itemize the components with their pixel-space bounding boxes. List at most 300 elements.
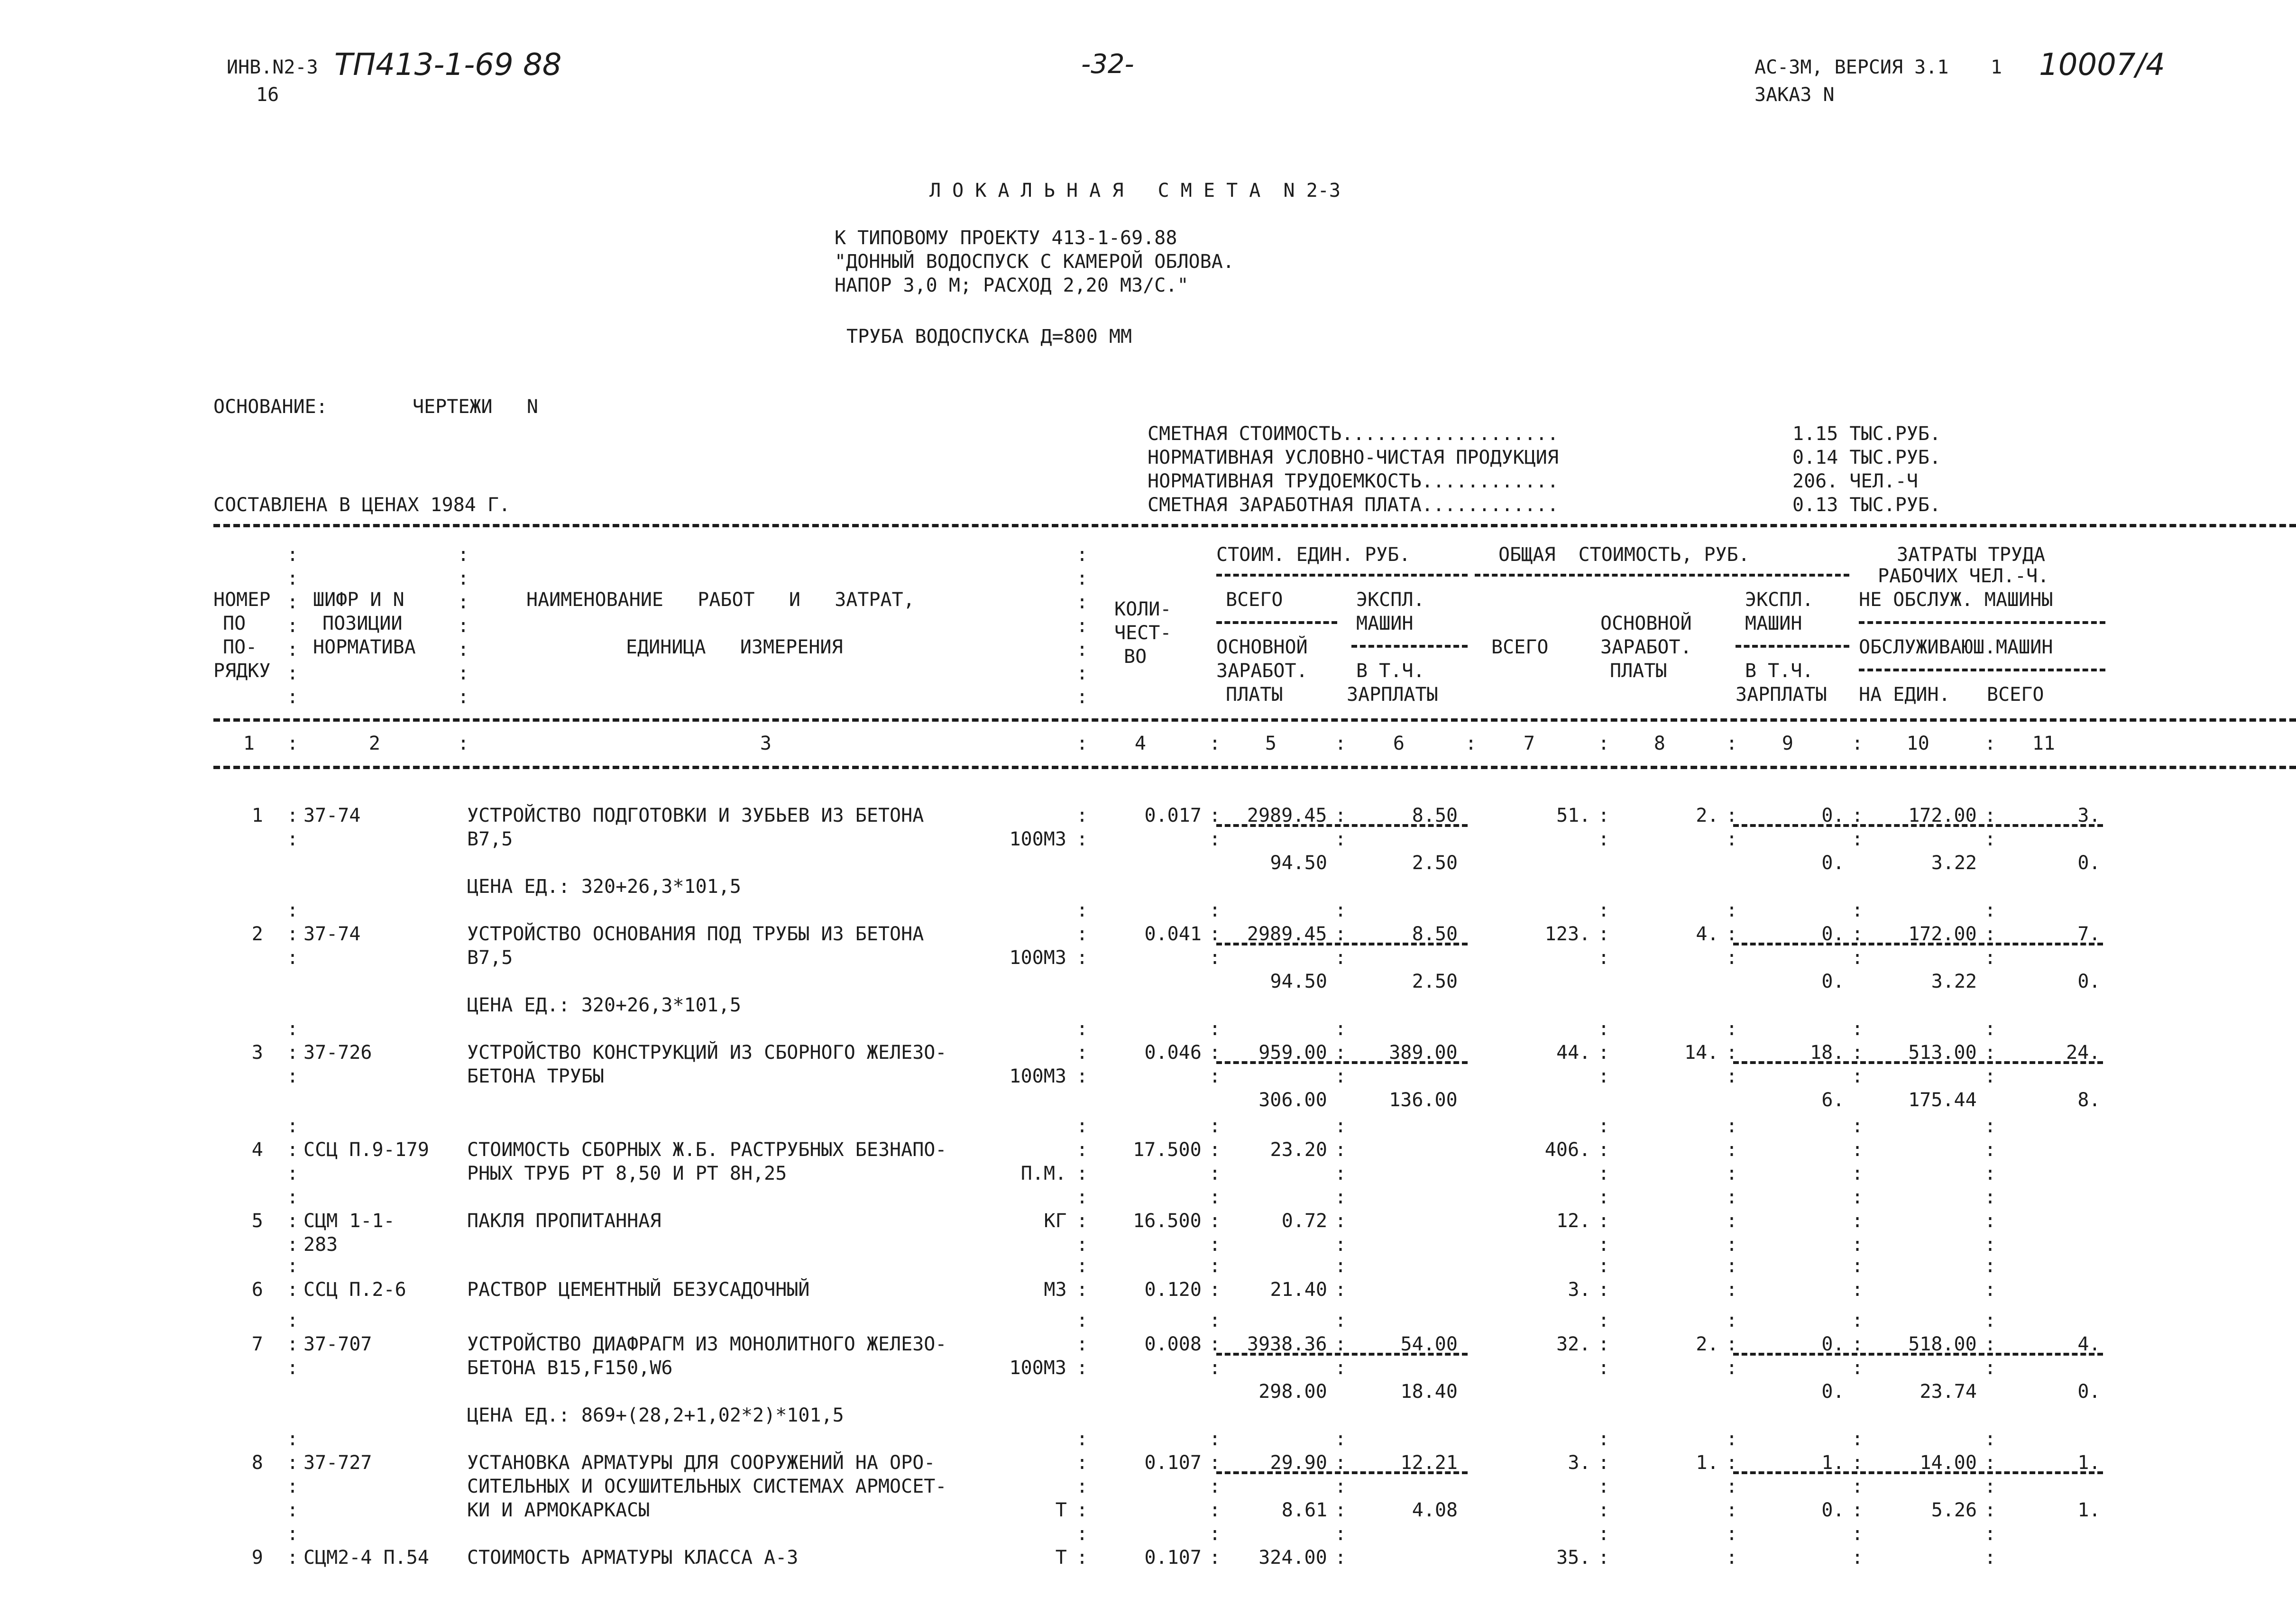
row-separator: :	[1335, 1115, 1347, 1137]
row-value-total: 3.	[1568, 1452, 1591, 1474]
row-separator: :	[1209, 1499, 1221, 1521]
row-separator: :	[1335, 1310, 1347, 1331]
row-separator: :	[1209, 1452, 1221, 1474]
row-value-u-total: 21.40	[1270, 1279, 1327, 1301]
row-separator: :	[1209, 1018, 1221, 1040]
row-separator: :	[1984, 1018, 1996, 1040]
header-total-all: ВСЕГО	[1491, 636, 1549, 658]
row-separator: :	[1726, 1163, 1738, 1184]
row-separator: :	[1598, 1115, 1610, 1137]
row-value-mach: 1.	[1821, 1452, 1845, 1474]
header-separator: :	[287, 568, 299, 589]
header-separator: :	[287, 686, 299, 708]
header-separator: :	[1076, 686, 1088, 708]
row-separator: :	[1598, 1234, 1610, 1256]
row-value-lab-all-2: 0.	[2077, 852, 2101, 874]
row-unit: Т	[1055, 1547, 1067, 1569]
column-separator: :	[1984, 733, 1996, 754]
row-quantity: 0.008	[1144, 1333, 1202, 1355]
row-separator: :	[1598, 1333, 1610, 1355]
row-separator: :	[1335, 1523, 1347, 1545]
row-separator: :	[1852, 1065, 1864, 1087]
table-top-rule	[213, 524, 2296, 527]
row-sub-rule	[1733, 1471, 2103, 1474]
header-total-mach-4: ЗАРПЛАТЫ	[1736, 684, 1827, 706]
row-name: ПАКЛЯ ПРОПИТАННАЯ	[467, 1210, 661, 1232]
row-separator: :	[1726, 1018, 1738, 1040]
column-number: 10	[1906, 733, 1929, 754]
column-number: 6	[1393, 733, 1405, 754]
row-separator: :	[1335, 947, 1347, 969]
row-separator: :	[1335, 805, 1347, 826]
row-separator: :	[287, 1139, 299, 1161]
row-separator: :	[1726, 1186, 1738, 1208]
row-separator: :	[1852, 1499, 1864, 1521]
row-separator: :	[1984, 828, 1996, 850]
summary-value: 206. ЧЕЛ.-Ч	[1792, 470, 1918, 492]
row-separator: :	[1209, 1163, 1221, 1184]
row-separator: :	[1598, 1547, 1610, 1569]
row-value-u-mach: 12.21	[1400, 1452, 1458, 1474]
row-separator: :	[1076, 1186, 1088, 1208]
row-separator: :	[1598, 1428, 1610, 1450]
summary-value: 0.14 ТЫС.РУБ.	[1792, 447, 1941, 468]
row-separator: :	[1209, 1310, 1221, 1331]
row-value-total: 32.	[1556, 1333, 1591, 1355]
summary-label: НОРМАТИВНАЯ ТРУДОЕМКОСТЬ............	[1148, 470, 1559, 492]
row-separator: :	[287, 828, 299, 850]
row-separator: :	[1984, 1547, 1996, 1569]
row-separator: :	[1209, 1523, 1221, 1545]
row-separator: :	[1076, 1333, 1088, 1355]
header-code-1: ШИФР И N	[313, 589, 404, 611]
column-separator: :	[1598, 733, 1610, 754]
row-value-lab-all-2: 1.	[2077, 1499, 2101, 1521]
summary-label: СМЕТНАЯ ЗАРАБОТНАЯ ПЛАТА............	[1148, 494, 1559, 516]
row-value-mach: 0.	[1821, 805, 1845, 826]
row-value-total: 51.	[1556, 805, 1591, 826]
row-unit: Т	[1055, 1499, 1067, 1521]
column-number: 7	[1523, 733, 1535, 754]
row-separator: :	[287, 1163, 299, 1184]
row-separator: :	[1726, 1210, 1738, 1232]
row-value-mach-wage: 0.	[1821, 1381, 1845, 1403]
row-value-mach-wage: 0.	[1821, 852, 1845, 874]
row-name: В7,5	[467, 947, 513, 969]
row-separator: :	[1209, 1279, 1221, 1301]
header-total-mach-3: В Т.Ч.	[1745, 660, 1814, 682]
row-quantity: 0.107	[1144, 1547, 1202, 1569]
row-value-lab-unit: 513.00	[1908, 1042, 1977, 1064]
row-quantity: 0.120	[1144, 1279, 1202, 1301]
row-separator: :	[1984, 1452, 1996, 1474]
column-separator: :	[1209, 733, 1221, 754]
row-value-lab-all: 3.	[2077, 805, 2101, 826]
row-sub-rule	[1733, 824, 2103, 827]
row-separator: :	[1726, 1452, 1738, 1474]
row-value-lab-unit: 518.00	[1908, 1333, 1977, 1355]
row-value-mach: 18.	[1810, 1042, 1845, 1064]
row-separator: :	[1335, 1139, 1347, 1161]
row-value-u-mach: 54.00	[1400, 1333, 1458, 1355]
row-value-mach: 0.	[1821, 923, 1845, 945]
row-value-u-total: 23.20	[1270, 1139, 1327, 1161]
column-separator: :	[458, 733, 469, 754]
row-separator: :	[1598, 1357, 1610, 1379]
row-separator: :	[1984, 923, 1996, 945]
header-separator: :	[458, 544, 469, 566]
row-quantity: 16.500	[1133, 1210, 1202, 1232]
inventory-handwritten-number: ТП413-1-69 88	[334, 47, 562, 83]
order-label: ЗАКАЗ N	[1754, 84, 1835, 106]
row-separator: :	[1076, 1018, 1088, 1040]
row-separator: :	[1984, 947, 1996, 969]
row-separator: :	[1852, 899, 1864, 921]
row-separator: :	[287, 1210, 299, 1232]
row-separator: :	[287, 1357, 299, 1379]
header-total-mach-rule	[1736, 645, 1849, 648]
row-separator: :	[1984, 1186, 1996, 1208]
row-separator: :	[1726, 1547, 1738, 1569]
row-separator: :	[1209, 1186, 1221, 1208]
row-value-u-wage: 8.61	[1281, 1499, 1328, 1521]
row-separator: :	[1984, 1428, 1996, 1450]
row-value-u-mach-wage: 2.50	[1412, 971, 1458, 992]
row-code: ССЦ П.9-179	[303, 1139, 429, 1161]
header-labor-group-1: ЗАТРАТЫ ТРУДА	[1897, 544, 2046, 566]
column-number: 2	[368, 733, 380, 754]
header-total-rule	[1475, 574, 1849, 577]
header-unit-cost-rule	[1216, 574, 1468, 577]
row-value-u-wage: 306.00	[1258, 1089, 1327, 1111]
row-separator: :	[287, 1186, 299, 1208]
row-separator: :	[1984, 1163, 1996, 1184]
row-separator: :	[287, 1255, 299, 1277]
row-separator: :	[1076, 1279, 1088, 1301]
header-unit-wage-3: ПЛАТЫ	[1226, 684, 1283, 706]
row-separator: :	[1726, 1255, 1738, 1277]
row-name: СИТЕЛЬНЫХ И ОСУШИТЕЛЬНЫХ СИСТЕМАХ АРМОСЕТ-	[467, 1476, 947, 1497]
row-name: КИ И АРМОКАРКАСЫ	[467, 1499, 650, 1521]
row-separator: :	[1852, 1018, 1864, 1040]
row-separator: :	[1726, 1139, 1738, 1161]
row-value-lab-unit: 172.00	[1908, 923, 1977, 945]
row-separator: :	[1076, 1163, 1088, 1184]
row-value-mach: 0.	[1821, 1333, 1845, 1355]
row-separator: :	[1335, 1163, 1347, 1184]
row-separator: :	[1335, 1018, 1347, 1040]
row-separator: :	[1335, 1210, 1347, 1232]
row-separator: :	[1209, 1357, 1221, 1379]
column-number: 1	[243, 733, 255, 754]
row-number: 1	[251, 805, 263, 826]
title-line-1: К ТИПОВОМУ ПРОЕКТУ 413-1-69.88	[835, 227, 1177, 249]
row-value-total: 12.	[1556, 1210, 1591, 1232]
row-separator: :	[1598, 1065, 1610, 1087]
row-separator: :	[1852, 1139, 1864, 1161]
row-name: УСТРОЙСТВО КОНСТРУКЦИЙ ИЗ СБОРНОГО ЖЕЛЕЗО-	[467, 1042, 947, 1064]
row-separator: :	[1726, 1065, 1738, 1087]
row-separator: :	[1984, 1357, 1996, 1379]
row-separator: :	[1335, 1234, 1347, 1256]
row-separator: :	[1852, 828, 1864, 850]
row-separator: :	[1335, 1186, 1347, 1208]
row-separator: :	[1598, 1499, 1610, 1521]
row-number: 4	[251, 1139, 263, 1161]
header-separator: :	[287, 662, 299, 684]
row-separator: :	[1984, 1279, 1996, 1301]
row-value-u-total: 3938.36	[1247, 1333, 1327, 1355]
header-unit-wage-2: ЗАРАБОТ.	[1216, 660, 1308, 682]
header-separator: :	[1076, 662, 1088, 684]
header-total-wage-2: ЗАРАБОТ.	[1600, 636, 1692, 658]
column-separator: :	[1852, 733, 1864, 754]
basis-value: ЧЕРТЕЖИ N	[413, 396, 538, 418]
row-code: СЦМ 1-1-	[303, 1210, 395, 1232]
header-separator: :	[287, 544, 299, 566]
row-number: 8	[251, 1452, 263, 1474]
header-separator: :	[1076, 639, 1088, 661]
header-total-mach-2: МАШИН	[1745, 613, 1802, 634]
row-separator: :	[1984, 1065, 1996, 1087]
row-separator: :	[1852, 1476, 1864, 1497]
row-separator: :	[1209, 1065, 1221, 1087]
row-value-total: 123.	[1544, 923, 1591, 945]
header-separator: :	[287, 615, 299, 637]
row-separator: :	[1335, 1357, 1347, 1379]
header-separator: :	[458, 686, 469, 708]
row-separator: :	[1076, 1115, 1088, 1137]
row-value-lab-unit-2: 175.44	[1908, 1089, 1977, 1111]
row-separator: :	[1852, 1279, 1864, 1301]
row-separator: :	[1335, 1428, 1347, 1450]
row-separator: :	[1335, 1042, 1347, 1064]
row-price-note: ЦЕНА ЕД.: 869+(28,2+1,02*2)*101,5	[467, 1404, 844, 1426]
row-separator: :	[1209, 805, 1221, 826]
header-separator: :	[458, 639, 469, 661]
row-sub-rule	[1216, 943, 1468, 945]
row-code: 37-727	[303, 1452, 372, 1474]
row-name: В7,5	[467, 828, 513, 850]
header-unit-mach-3: В Т.Ч.	[1356, 660, 1425, 682]
header-unit-mach-1: ЭКСПЛ.	[1356, 589, 1425, 611]
header-qty-2: ЧЕСТ-	[1114, 622, 1172, 644]
row-value-lab-all-2: 8.	[2077, 1089, 2101, 1111]
row-separator: :	[1726, 1476, 1738, 1497]
row-value-u-mach-wage: 18.40	[1400, 1381, 1458, 1403]
row-separator: :	[1209, 1476, 1221, 1497]
header-labor-group-2: РАБОЧИХ ЧЕЛ.-Ч.	[1878, 565, 2049, 587]
row-value-lab-unit: 172.00	[1908, 805, 1977, 826]
row-separator: :	[1852, 1428, 1864, 1450]
row-separator: :	[1335, 1452, 1347, 1474]
row-name: УСТРОЙСТВО ПОДГОТОВКИ И ЗУБЬЕВ ИЗ БЕТОНА	[467, 805, 924, 826]
row-separator: :	[1209, 1255, 1221, 1277]
column-separator: :	[1726, 733, 1738, 754]
row-value-wage: 2.	[1696, 805, 1719, 826]
column-separator: :	[287, 733, 299, 754]
row-separator: :	[1598, 1018, 1610, 1040]
row-separator: :	[287, 1234, 299, 1256]
row-separator: :	[1726, 899, 1738, 921]
row-separator: :	[1598, 1210, 1610, 1232]
row-value-lab-unit-2: 23.74	[1919, 1381, 1977, 1403]
row-separator: :	[287, 947, 299, 969]
row-separator: :	[1209, 1333, 1221, 1355]
column-number: 3	[760, 733, 771, 754]
row-separator: :	[1335, 1255, 1347, 1277]
row-separator: :	[1209, 1210, 1221, 1232]
row-separator: :	[1335, 1547, 1347, 1569]
header-name: НАИМЕНОВАНИЕ РАБОТ И ЗАТРАТ,	[526, 589, 915, 611]
row-separator: :	[1209, 1547, 1221, 1569]
row-quantity: 17.500	[1133, 1139, 1202, 1161]
header-labor-sub-2: ОБСЛУЖИВАЮШ.МАШИН	[1859, 636, 2053, 658]
header-num-1: НОМЕР	[213, 589, 271, 611]
column-number: 11	[2032, 733, 2055, 754]
row-name: УСТРОЙСТВО ОСНОВАНИЯ ПОД ТРУБЫ ИЗ БЕТОНА	[467, 923, 924, 945]
row-number: 2	[251, 923, 263, 945]
row-separator: :	[1335, 1499, 1347, 1521]
header-separator: :	[287, 591, 299, 613]
row-separator: :	[287, 1476, 299, 1497]
row-separator: :	[1984, 1310, 1996, 1331]
row-value-mach-wage: 0.	[1821, 1499, 1845, 1521]
row-separator: :	[1726, 1357, 1738, 1379]
row-separator: :	[1984, 1210, 1996, 1232]
row-unit: М3	[1044, 1279, 1067, 1301]
row-sub-rule	[1216, 1353, 1468, 1356]
row-separator: :	[1076, 1234, 1088, 1256]
row-separator: :	[1984, 1523, 1996, 1545]
row-separator: :	[1209, 923, 1221, 945]
row-separator: :	[1076, 1499, 1088, 1521]
row-name: СТОИМОСТЬ СБОРНЫХ Ж.Б. РАСТРУБНЫХ БЕЗНАПО-	[467, 1139, 947, 1161]
row-separator: :	[1209, 1428, 1221, 1450]
row-separator: :	[287, 1310, 299, 1331]
row-sub-rule	[1216, 1471, 1468, 1474]
row-separator: :	[1076, 1139, 1088, 1161]
row-separator: :	[1726, 947, 1738, 969]
row-separator: :	[1726, 1333, 1738, 1355]
row-separator: :	[1984, 1139, 1996, 1161]
row-value-lab-unit: 14.00	[1919, 1452, 1977, 1474]
row-separator: :	[1852, 1357, 1864, 1379]
row-sub-rule	[1733, 1061, 2103, 1064]
row-separator: :	[1726, 1428, 1738, 1450]
row-separator: :	[1335, 1476, 1347, 1497]
price-level: СОСТАВЛЕНА В ЦЕНАХ 1984 Г.	[213, 494, 511, 516]
row-separator: :	[287, 923, 299, 945]
row-value-lab-all: 24.	[2066, 1042, 2101, 1064]
row-value-wage: 2.	[1696, 1333, 1719, 1355]
header-labor-rule-2	[1859, 669, 2105, 671]
row-value-lab-all-2: 0.	[2077, 971, 2101, 992]
row-separator: :	[1598, 1279, 1610, 1301]
row-separator: :	[1984, 1255, 1996, 1277]
row-separator: :	[287, 1115, 299, 1137]
row-quantity: 0.107	[1144, 1452, 1202, 1474]
row-separator: :	[1076, 1357, 1088, 1379]
row-separator: :	[287, 805, 299, 826]
header-unit: ЕДИНИЦА ИЗМЕРЕНИЯ	[626, 636, 843, 658]
row-value-lab-all-2: 0.	[2077, 1381, 2101, 1403]
document-title: Л О К А Л Ь Н А Я С М Е Т А N 2-3	[929, 180, 1341, 202]
row-separator: :	[1335, 828, 1347, 850]
row-separator: :	[1852, 1042, 1864, 1064]
row-code: СЦМ2-4 П.54	[303, 1547, 429, 1569]
row-unit: 100М3	[1009, 828, 1066, 850]
row-value-u-wage: 94.50	[1270, 971, 1327, 992]
row-value-u-mach: 8.50	[1412, 805, 1458, 826]
row-separator: :	[1076, 1476, 1088, 1497]
row-separator: :	[1335, 1065, 1347, 1087]
page-number: -32-	[1081, 49, 1134, 80]
header-separator: :	[1076, 591, 1088, 613]
row-separator: :	[287, 1333, 299, 1355]
header-unit-total-rule	[1216, 621, 1337, 624]
system-version: АС-3М, ВЕРСИЯ 3.1	[1754, 56, 1949, 78]
header-unit-mach-4: ЗАРПЛАТЫ	[1347, 684, 1438, 706]
row-separator: :	[1076, 1065, 1088, 1087]
header-total-mach-1: ЭКСПЛ.	[1745, 589, 1814, 611]
row-separator: :	[1598, 1163, 1610, 1184]
row-number: 3	[251, 1042, 263, 1064]
row-separator: :	[1209, 1115, 1221, 1137]
row-separator: :	[1598, 1310, 1610, 1331]
row-separator: :	[1335, 899, 1347, 921]
row-value-wage: 14.	[1684, 1042, 1719, 1064]
column-number: 9	[1782, 733, 1793, 754]
row-separator: :	[1852, 947, 1864, 969]
row-separator: :	[1209, 947, 1221, 969]
row-separator: :	[1598, 1452, 1610, 1474]
row-separator: :	[1076, 1547, 1088, 1569]
row-separator: :	[1209, 899, 1221, 921]
row-value-u-total: 324.00	[1258, 1547, 1327, 1569]
row-name: СТОИМОСТЬ АРМАТУРЫ КЛАССА А-3	[467, 1547, 799, 1569]
row-separator: :	[1852, 1452, 1864, 1474]
row-separator: :	[1209, 1234, 1221, 1256]
row-sub-rule	[1216, 824, 1468, 827]
row-separator: :	[1598, 828, 1610, 850]
row-name: БЕТОНА ТРУБЫ	[467, 1065, 604, 1087]
row-separator: :	[287, 899, 299, 921]
row-separator: :	[1726, 923, 1738, 945]
order-handwritten-number: 10007/4	[2039, 47, 2165, 83]
row-separator: :	[1852, 923, 1864, 945]
row-value-total: 3.	[1568, 1279, 1591, 1301]
column-number: 5	[1265, 733, 1277, 754]
row-number: 9	[251, 1547, 263, 1569]
row-separator: :	[1076, 1042, 1088, 1064]
row-separator: :	[1076, 923, 1088, 945]
row-separator: :	[1852, 1547, 1864, 1569]
row-name: УСТРОЙСТВО ДИАФРАГМ ИЗ МОНОЛИТНОГО ЖЕЛЕЗО-	[467, 1333, 947, 1355]
row-separator: :	[1984, 805, 1996, 826]
summary-label: НОРМАТИВНАЯ УСЛОВНО-ЧИСТАЯ ПРОДУКЦИЯ	[1148, 447, 1559, 468]
row-separator: :	[287, 1279, 299, 1301]
row-separator: :	[1598, 1476, 1610, 1497]
row-price-note: ЦЕНА ЕД.: 320+26,3*101,5	[467, 994, 741, 1016]
header-separator: :	[458, 615, 469, 637]
row-value-u-mach-wage: 4.08	[1412, 1499, 1458, 1521]
row-separator: :	[287, 1065, 299, 1087]
row-separator: :	[1076, 828, 1088, 850]
table-header-rule	[213, 718, 2296, 722]
row-separator: :	[1076, 805, 1088, 826]
row-value-lab-unit-2: 3.22	[1931, 971, 1977, 992]
